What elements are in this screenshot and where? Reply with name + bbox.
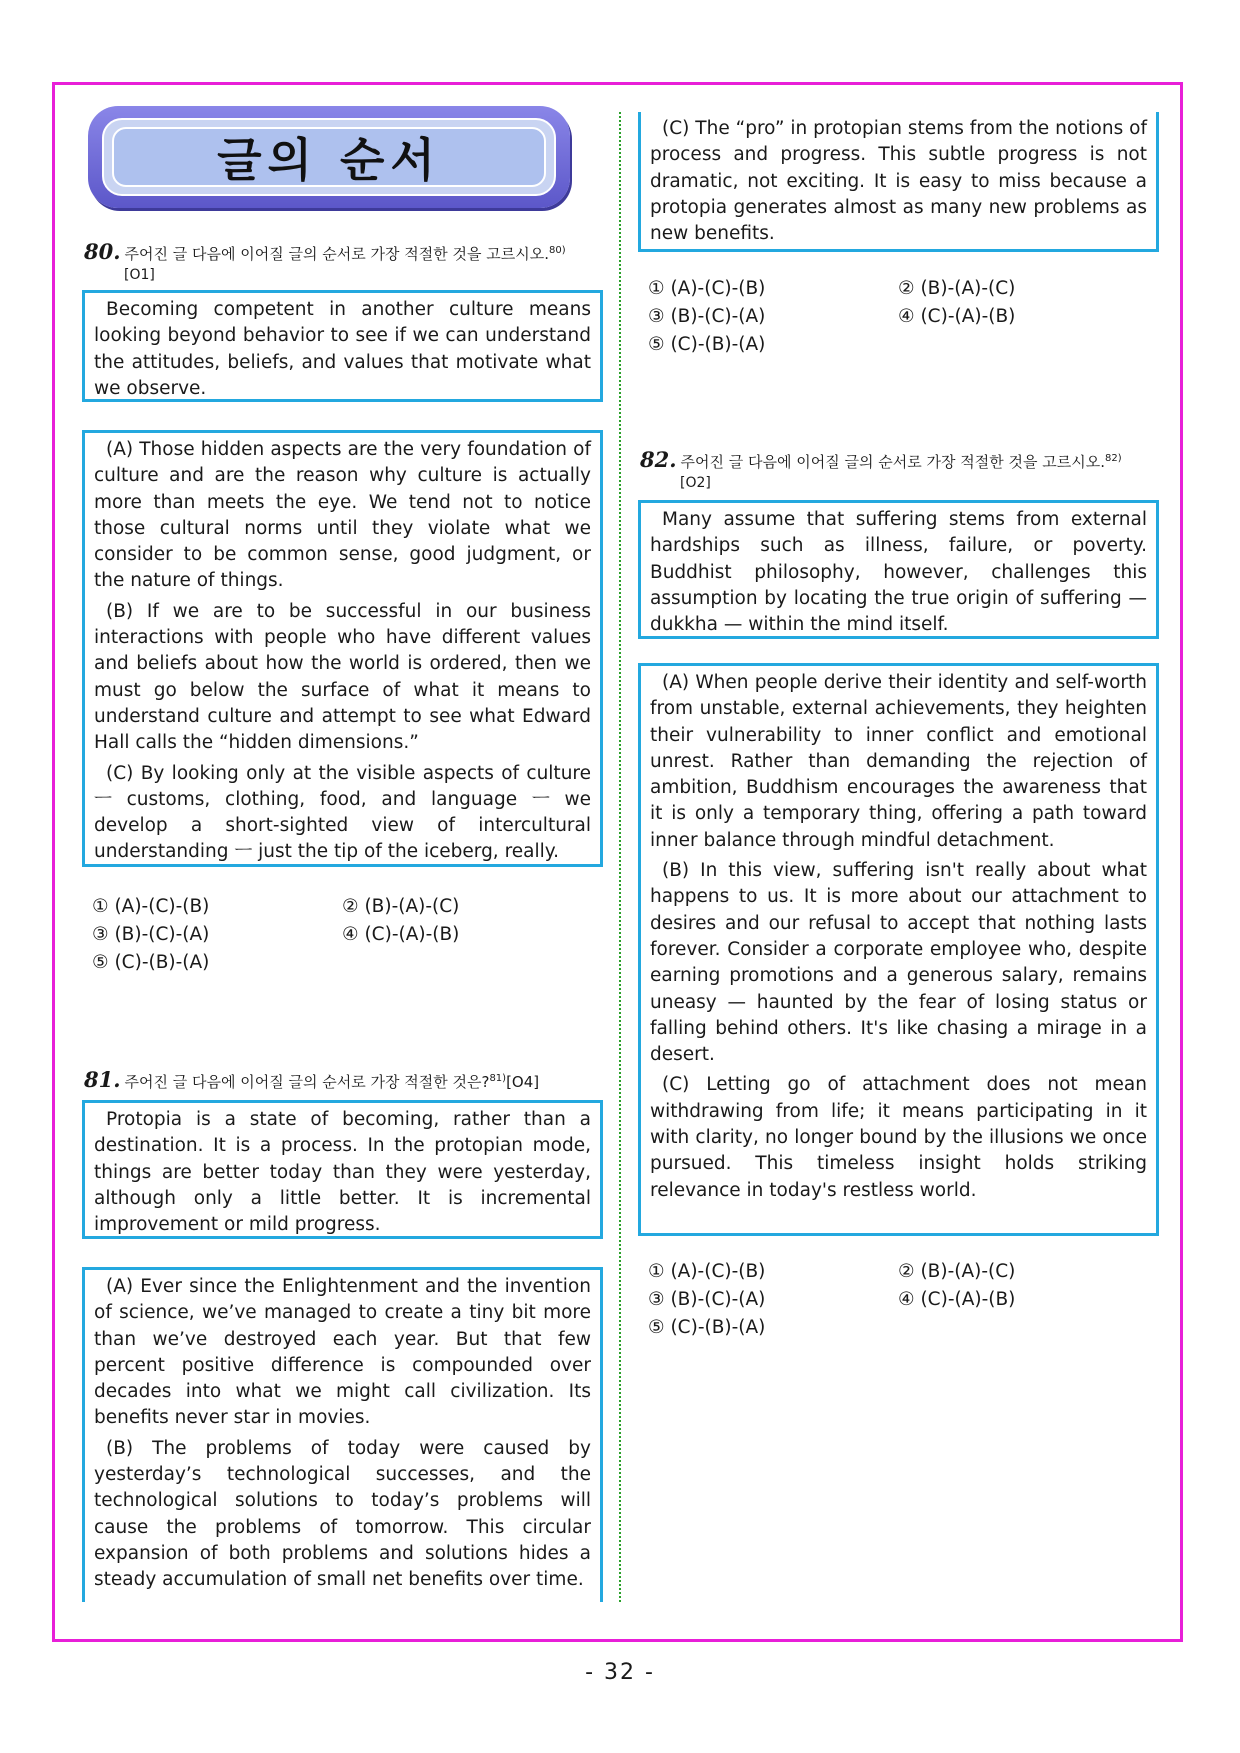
title-banner-face — [112, 127, 546, 187]
paragraph-a: (A) Those hidden aspects are the very foundation of culture and are the reason why culture is actually more than meets the eye. We tend not to notice those cultural norms until they violate what we consider to be common sense, good judgment, or the nature of things. — [94, 439, 591, 592]
question-prompt: 주어진 글 다음에 이어질 글의 순서로 가장 적절한 것을 고르시오. — [680, 453, 1105, 471]
paragraph-b: (B) The problems of today were caused by yesterday’s technological successes, and the technological solutions to today’s problems will cause the problems of tomorrow. This circular expansion of both problems and solutions hides a steady accumulation of small net benefits over time. — [94, 1437, 591, 1591]
choice-5[interactable]: ⑤ (C)-(B)-(A) — [648, 1317, 766, 1338]
given-text: Many assume that suffering stems from external hardships such as illness, failure, or poverty. Buddhist philosophy, however, challenges this assumption by locating the true origin of suffering — dukkha — within the mind itself. — [650, 509, 1147, 636]
footnote-marker: 80) — [548, 245, 566, 256]
choice-4[interactable]: ④ (C)-(A)-(B) — [898, 1289, 1016, 1310]
paragraphs-box-80 — [82, 430, 603, 867]
paragraphs-box-82 — [638, 663, 1159, 1236]
choice-3[interactable]: ③ (B)-(C)-(A) — [648, 306, 766, 327]
paragraph-c: (C) By looking only at the visible aspects of culture ㅡ customs, clothing, food, and language ㅡ we develop a short-sighted view of intercultural understanding ㅡ just the tip of the iceberg, really. — [94, 762, 591, 863]
paragraph-c: (C) Letting go of attachment does not mean withdrawing from life; it means participating in it with clarity, no longer bound by the illusions we once pursued. This timeless insight holds striking relevance in today's restless world. — [650, 1074, 1147, 1201]
question-code: [O4] — [506, 1073, 540, 1091]
question-81-header — [84, 1068, 614, 1093]
choices-81 — [648, 275, 1148, 359]
question-82-header — [640, 448, 1170, 494]
choice-5[interactable]: ⑤ (C)-(B)-(A) — [648, 334, 766, 355]
choice-1[interactable]: ① (A)-(C)-(B) — [648, 278, 766, 299]
choice-1[interactable]: ① (A)-(C)-(B) — [92, 896, 210, 917]
choice-4[interactable]: ④ (C)-(A)-(B) — [898, 306, 1016, 327]
choice-2[interactable]: ② (B)-(A)-(C) — [898, 278, 1016, 299]
choices-80 — [92, 893, 592, 977]
page-number: - 32 - — [585, 1660, 655, 1685]
paragraphs-box-81-part1 — [82, 1267, 603, 1602]
question-number: 81. — [84, 1067, 121, 1092]
choice-2[interactable]: ② (B)-(A)-(C) — [342, 896, 460, 917]
paragraph-a: (A) When people derive their identity and self-worth from unstable, external achievements, they heighten their vulnerability to inner conflict and emotional unrest. Rather than demanding the rejection of ambition, Buddhism encourages the awareness that it is only a temporary thing, offering a path toward inner balance through mindful detachment. — [650, 672, 1147, 851]
choice-4[interactable]: ④ (C)-(A)-(B) — [342, 924, 460, 945]
given-text: Protopia is a state of becoming, rather than a destination. It is a process. In the protopian mode, things are better today than they were yesterday, although only a little better. It is incremental improvement or mild progress. — [94, 1109, 591, 1236]
choice-5[interactable]: ⑤ (C)-(B)-(A) — [92, 952, 210, 973]
given-text: Becoming competent in another culture means looking beyond behavior to see if we can understand the attitudes, beliefs, and values that motivate what we observe. — [94, 299, 591, 399]
question-number: 80. — [84, 239, 121, 264]
choice-1[interactable]: ① (A)-(C)-(B) — [648, 1261, 766, 1282]
question-code: [O1] — [124, 267, 155, 283]
paragraph-c: (C) The “pro” in protopian stems from the notions of process and progress. This subtle progress is not dramatic, not exciting. It is easy to miss because a protopia generates almost as many new problems as new benefits. — [650, 118, 1147, 245]
choice-3[interactable]: ③ (B)-(C)-(A) — [92, 924, 210, 945]
given-passage-80 — [82, 290, 603, 402]
question-prompt: 주어진 글 다음에 이어질 글의 순서로 가장 적절한 것을 고르시오. — [124, 245, 549, 263]
given-passage-81 — [82, 1100, 603, 1239]
paragraph-b: (B) If we are to be successful in our business interactions with people who have different values and beliefs about how the world is ordered, then we must go below the surface of what it means to understand culture and attempt to see what Edward Hall calls the “hidden dimensions.” — [94, 600, 591, 754]
paragraph-a: (A) Ever since the Enlightenment and the invention of science, we’ve managed to create a tiny bit more than we’ve destroyed each year. But that few percent positive difference is compounded over decades into what we might call civilization. Its benefits never star in movies. — [94, 1276, 591, 1429]
question-number: 82. — [640, 447, 677, 472]
title-banner — [88, 106, 570, 208]
question-80-header — [84, 240, 604, 286]
question-code: [O2] — [680, 475, 711, 491]
paragraphs-box-81-part2 — [638, 112, 1159, 252]
choices-82 — [648, 1258, 1148, 1342]
footnote-marker: 82) — [1104, 453, 1122, 464]
choice-2[interactable]: ② (B)-(A)-(C) — [898, 1261, 1016, 1282]
given-passage-82 — [638, 500, 1159, 639]
question-prompt: 주어진 글 다음에 이어질 글의 순서로 가장 적절한 것은? — [124, 1073, 490, 1091]
paragraph-b: (B) In this view, suffering isn't really about what happens to us. It is more about our attachment to desires and our refusal to accept that nothing lasts forever. Consider a corporate employee who, despite earning promotions and a generous salary, remains uneasy — haunted by the fear of losing status or falling behind others. It's like chasing a mirage in a desert. — [650, 860, 1147, 1066]
page-title: 글의 순서 — [217, 133, 441, 187]
footnote-marker: 81) — [489, 1073, 507, 1084]
column-divider — [619, 112, 621, 1602]
choice-3[interactable]: ③ (B)-(C)-(A) — [648, 1289, 766, 1310]
title-banner-inner — [102, 118, 556, 196]
